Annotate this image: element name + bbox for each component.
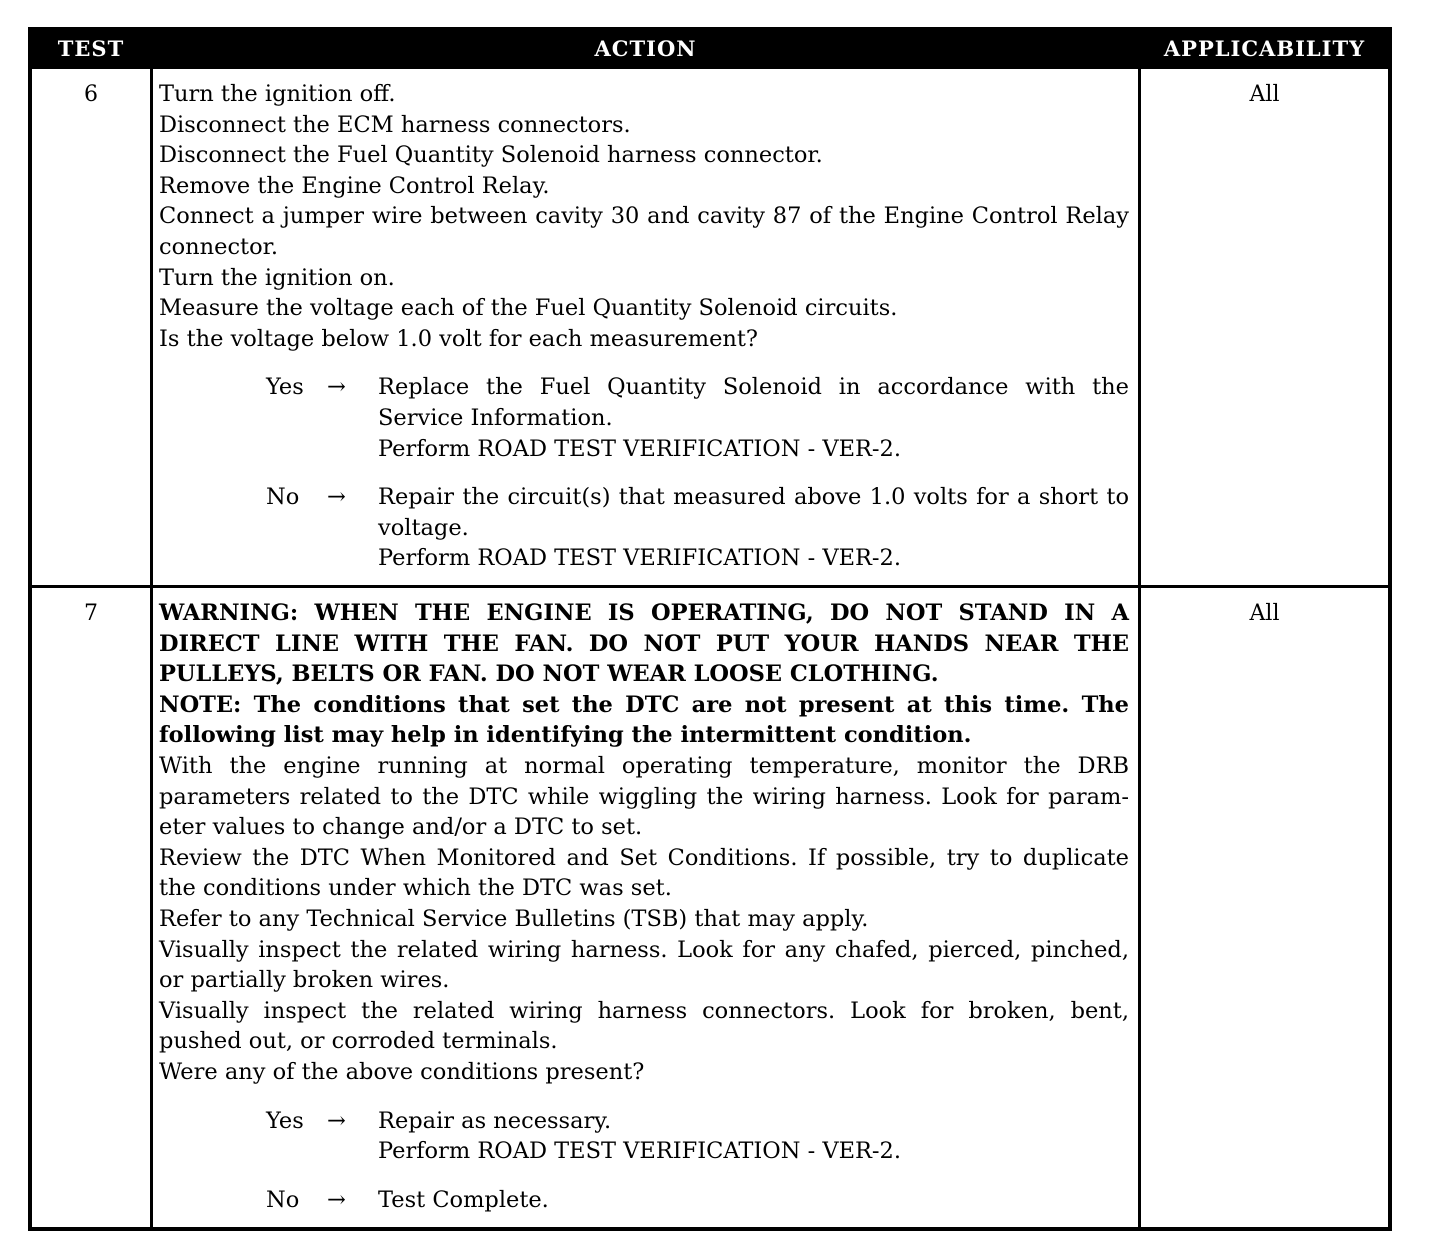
step: Disconnect the Fuel Quantity Solenoid harness connector. — [159, 142, 823, 169]
outcome-no — [159, 1185, 1129, 1216]
step: Visually inspect the related wiring harness. Look for any chafed, pierced, pinched, or partially broken wires. — [159, 936, 1129, 994]
step: Remove the Engine Control Relay. — [159, 172, 550, 199]
applicability-7: All — [1249, 601, 1280, 626]
outcome-yes-label: Yes — [266, 374, 304, 401]
outcome-yes — [159, 1106, 1129, 1167]
right-arrow-icon: → — [327, 1107, 346, 1134]
outcome-yes-label: Yes — [266, 1107, 304, 1134]
step: Measure the voltage each of the Fuel Quantity Solenoid circuits. — [159, 295, 898, 322]
row-divider — [32, 585, 1388, 588]
header-action: ACTION — [594, 36, 697, 61]
outcome-yes — [159, 372, 1129, 464]
step: With the engine running at normal operating temperature, monitor the DRB parameters related to the DTC while wiggling the wiring harness. Look for parameter values to change and/or a DTC to set. — [159, 752, 1129, 841]
step: Were any of the above conditions present? — [159, 1058, 645, 1085]
right-arrow-icon: → — [327, 1186, 346, 1213]
outcome-line: Replace the Fuel Quantity Solenoid in accordance with the Service Information. — [378, 374, 1129, 431]
step: Disconnect the ECM harness connectors. — [159, 111, 631, 138]
header-test: TEST — [57, 36, 125, 61]
outcome-line: Perform ROAD TEST VERIFICATION - VER-2. — [378, 435, 902, 462]
outcome-no-label: No — [266, 484, 300, 511]
step: Refer to any Technical Service Bulletins (TSB) that may apply. — [159, 905, 869, 932]
applicability-6: All — [1249, 82, 1280, 107]
warning-text: WARNING: WHEN THE ENGINE IS OPERATING, DO NOT STAND IN A DIRECT LINE WITH THE FAN. DO NOT PUT YOUR HANDS NEAR THE PULLEYS, BELTS OR FAN. DO NOT WEAR LOOSE CLOTHING. — [159, 600, 1129, 688]
diagnostic-test-table — [28, 27, 1392, 1231]
outcome-line: Repair the circuit(s) that measured above 1.0 volts for a short to voltage. — [378, 484, 1129, 541]
step: Connect a jumper wire between cavity 30 and cavity 87 of the Engine Control Relay connector. — [159, 203, 1129, 260]
header-applicability: APPLICABILITY — [1163, 36, 1366, 61]
right-arrow-icon: → — [327, 374, 346, 401]
outcome-line: Test Complete. — [378, 1186, 549, 1213]
action-cell-6 — [159, 79, 1129, 574]
action-cell-7 — [159, 598, 1129, 1215]
test-number-6: 6 — [84, 82, 98, 107]
right-arrow-icon: → — [327, 484, 346, 511]
note-text: NOTE: The conditions that set the DTC are not present at this time. The following list may help in identifying the intermittent condition. — [159, 691, 1129, 749]
outcome-no — [159, 482, 1129, 574]
step: Is the voltage below 1.0 volt for each measurement? — [159, 325, 758, 352]
outcome-line: Repair as necessary. — [378, 1107, 612, 1134]
test-number-7: 7 — [84, 601, 98, 626]
column-divider-action — [1138, 69, 1141, 1227]
step: Visually inspect the related wiring harness connectors. Look for broken, bent, pushed out, or corroded terminals. — [159, 997, 1129, 1055]
step: Turn the ignition on. — [159, 264, 395, 291]
step: Review the DTC When Monitored and Set Conditions. If possible, try to duplicate the conditions under which the DTC was set. — [159, 844, 1129, 902]
outcome-line: Perform ROAD TEST VERIFICATION - VER-2. — [378, 545, 902, 572]
step: Turn the ignition off. — [159, 81, 396, 107]
outcome-line: Perform ROAD TEST VERIFICATION - VER-2. — [378, 1138, 902, 1165]
table-header — [32, 31, 1388, 69]
outcome-no-label: No — [266, 1186, 300, 1213]
column-divider-test — [150, 69, 153, 1227]
